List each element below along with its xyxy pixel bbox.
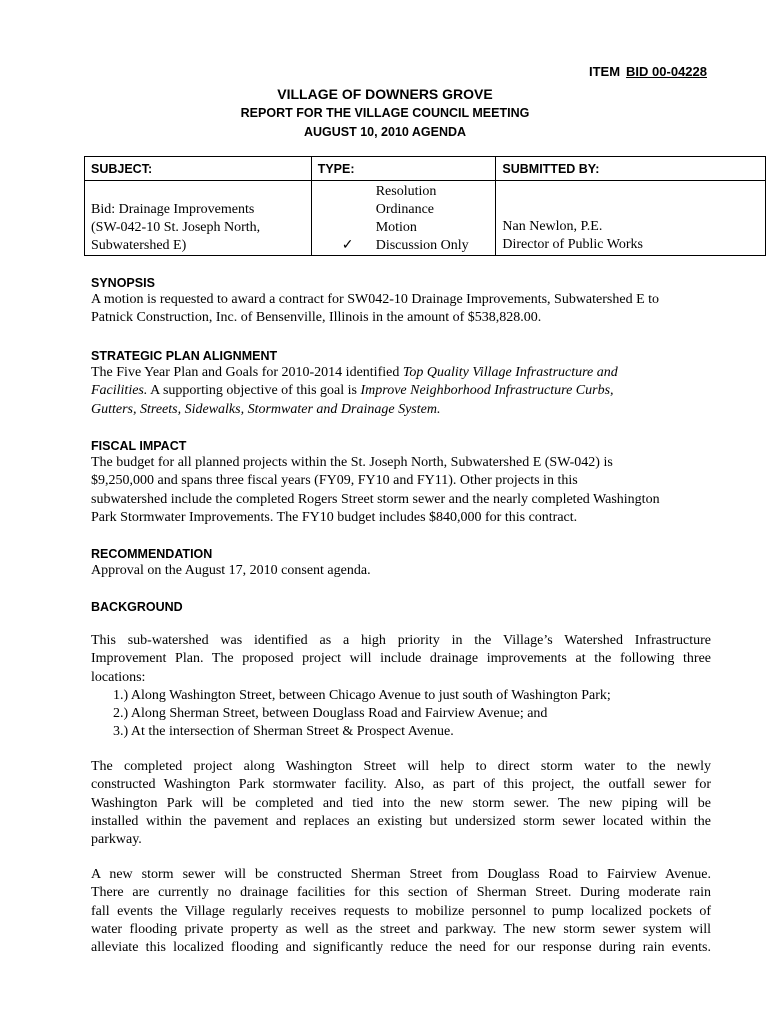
subject-line: (SW-042-10 St. Joseph North, — [91, 220, 261, 235]
submitter-title: Director of Public Works — [502, 237, 643, 252]
type-option-resolution: Resolution — [375, 184, 437, 199]
type-option-discussion: Discussion Only — [375, 238, 469, 253]
synopsis-text — [91, 291, 711, 328]
synopsis-section — [91, 275, 711, 328]
objective-title: Improve Neighborhood Infrastructure Curbs, — [360, 383, 614, 399]
bid-number: BID 00-04228 — [626, 64, 707, 79]
list-item: 3.) At the intersection of Sherman Street & Prospect Avenue. — [113, 724, 454, 740]
list-item: 2.) Along Sherman Street, between Douglass Road and Fairview Avenue; and — [113, 706, 548, 722]
text-line: Patnick Construction, Inc. of Bensenville, Illinois in the amount of $538,828.00. — [91, 310, 542, 326]
text-line: subwatershed include the completed Rogers Street storm sewer and the nearly completed Washington — [91, 491, 660, 507]
submitter-name: Nan Newlon, P.E. — [502, 219, 603, 234]
item-number — [0, 64, 707, 79]
text-line: This sub-watershed was identified as a high priority in the Village’s Watershed Infrastructure — [91, 633, 711, 648]
text-line: constructed Washington Park stormwater facility. Also, as part of this project, the outfall sewer for — [91, 777, 711, 793]
subject-line: Subwatershed E) — [91, 238, 187, 253]
recommendation-title: RECOMMENDATION — [91, 547, 213, 561]
info-table — [84, 156, 766, 256]
item-label: ITEM — [588, 64, 621, 79]
background-title: BACKGROUND — [91, 600, 183, 614]
fiscal-title: FISCAL IMPACT — [91, 439, 187, 453]
type-option-motion: Motion — [375, 220, 417, 235]
text-line — [91, 382, 711, 400]
type-options — [376, 183, 469, 255]
background-paragraph-2 — [91, 758, 711, 849]
submitted-cell — [496, 181, 766, 256]
list-item: 1.) Along Washington Street, between Chicago Avenue to just south of Washington Park; — [113, 687, 611, 703]
text-line: fall events the Village regularly receives requests to mobilize personnel to pump localized pockets of — [91, 903, 711, 919]
text-line: alleviate this localized flooding and significantly reduce the need for our response during rain events. — [91, 940, 711, 956]
type-label: TYPE: — [311, 157, 496, 181]
document-header — [0, 84, 770, 142]
strategic-section — [91, 348, 711, 419]
recommendation-text: Approval on the August 17, 2010 consent agenda. — [91, 563, 371, 578]
subject-label: SUBJECT: — [85, 157, 312, 181]
text-line: water flooding private property as well as the street and parkway. The new storm sewer system will — [91, 921, 711, 937]
recommendation-section — [91, 546, 711, 580]
text-line: Improvement Plan. The proposed project will include drainage improvements at the following three — [91, 651, 711, 667]
goal-title: Top Quality Village Infrastructure and — [402, 365, 618, 380]
text-line: A motion is requested to award a contract for SW042-10 Drainage Improvements, Subwatershed E to — [91, 292, 660, 307]
background-paragraph-1 — [91, 632, 711, 742]
text-line — [91, 364, 711, 382]
strategic-title: STRATEGIC PLAN ALIGNMENT — [91, 349, 278, 363]
type-option-ordinance: Ordinance — [375, 202, 435, 217]
text-line: A new storm sewer will be constructed Sherman Street from Douglass Road to Fairview Avenue. — [91, 867, 711, 882]
background-section — [91, 599, 711, 615]
subject-cell — [85, 181, 312, 256]
text-line: installed within the pavement and replaces an existing but undersized storm sewer located within the — [91, 813, 711, 829]
objective-title-cont: Gutters, Streets, Sidewalks, Stormwater and Drainage System. — [91, 401, 441, 417]
text-line: The budget for all planned projects within the St. Joseph North, Subwatershed E (SW-042) is — [91, 455, 613, 470]
text-line: Park Stormwater Improvements. The FY10 budget includes $840,000 for this contract. — [91, 509, 578, 525]
subject-line: Bid: Drainage Improvements — [91, 202, 255, 217]
text-line: The completed project along Washington Street will help to direct storm water to the newly — [91, 759, 711, 774]
document-subtitle: REPORT FOR THE VILLAGE COUNCIL MEETING — [240, 106, 530, 120]
text-span: A supporting objective of this goal is — [147, 383, 361, 399]
text-span: The Five Year Plan and Goals for 2010-2014 identified — [91, 365, 403, 380]
text-line: Washington Park will be completed and tied into the new storm sewer. The new piping will be — [91, 795, 711, 811]
text-line: locations: — [91, 669, 146, 685]
goal-title-cont: Facilities. — [91, 383, 148, 399]
fiscal-text — [91, 454, 711, 527]
text-line: $9,250,000 and spans three fiscal years (FY09, FY10 and FY11). Other projects in this — [91, 473, 578, 489]
type-cell — [311, 181, 496, 256]
synopsis-title: SYNOPSIS — [91, 276, 155, 290]
text-line: parkway. — [91, 832, 142, 848]
strategic-text — [91, 364, 711, 419]
submitted-label: SUBMITTED BY: — [496, 157, 766, 181]
document-title: VILLAGE OF DOWNERS GROVE — [277, 86, 493, 102]
text-line — [91, 401, 711, 419]
agenda-date: AUGUST 10, 2010 AGENDA — [303, 125, 467, 139]
fiscal-section — [91, 438, 711, 527]
background-paragraph-3 — [91, 866, 711, 957]
text-line: There are currently no drainage facilities for this section of Sherman Street. During moderate rain — [91, 885, 711, 901]
checkmark-icon: ✓ — [341, 238, 354, 253]
